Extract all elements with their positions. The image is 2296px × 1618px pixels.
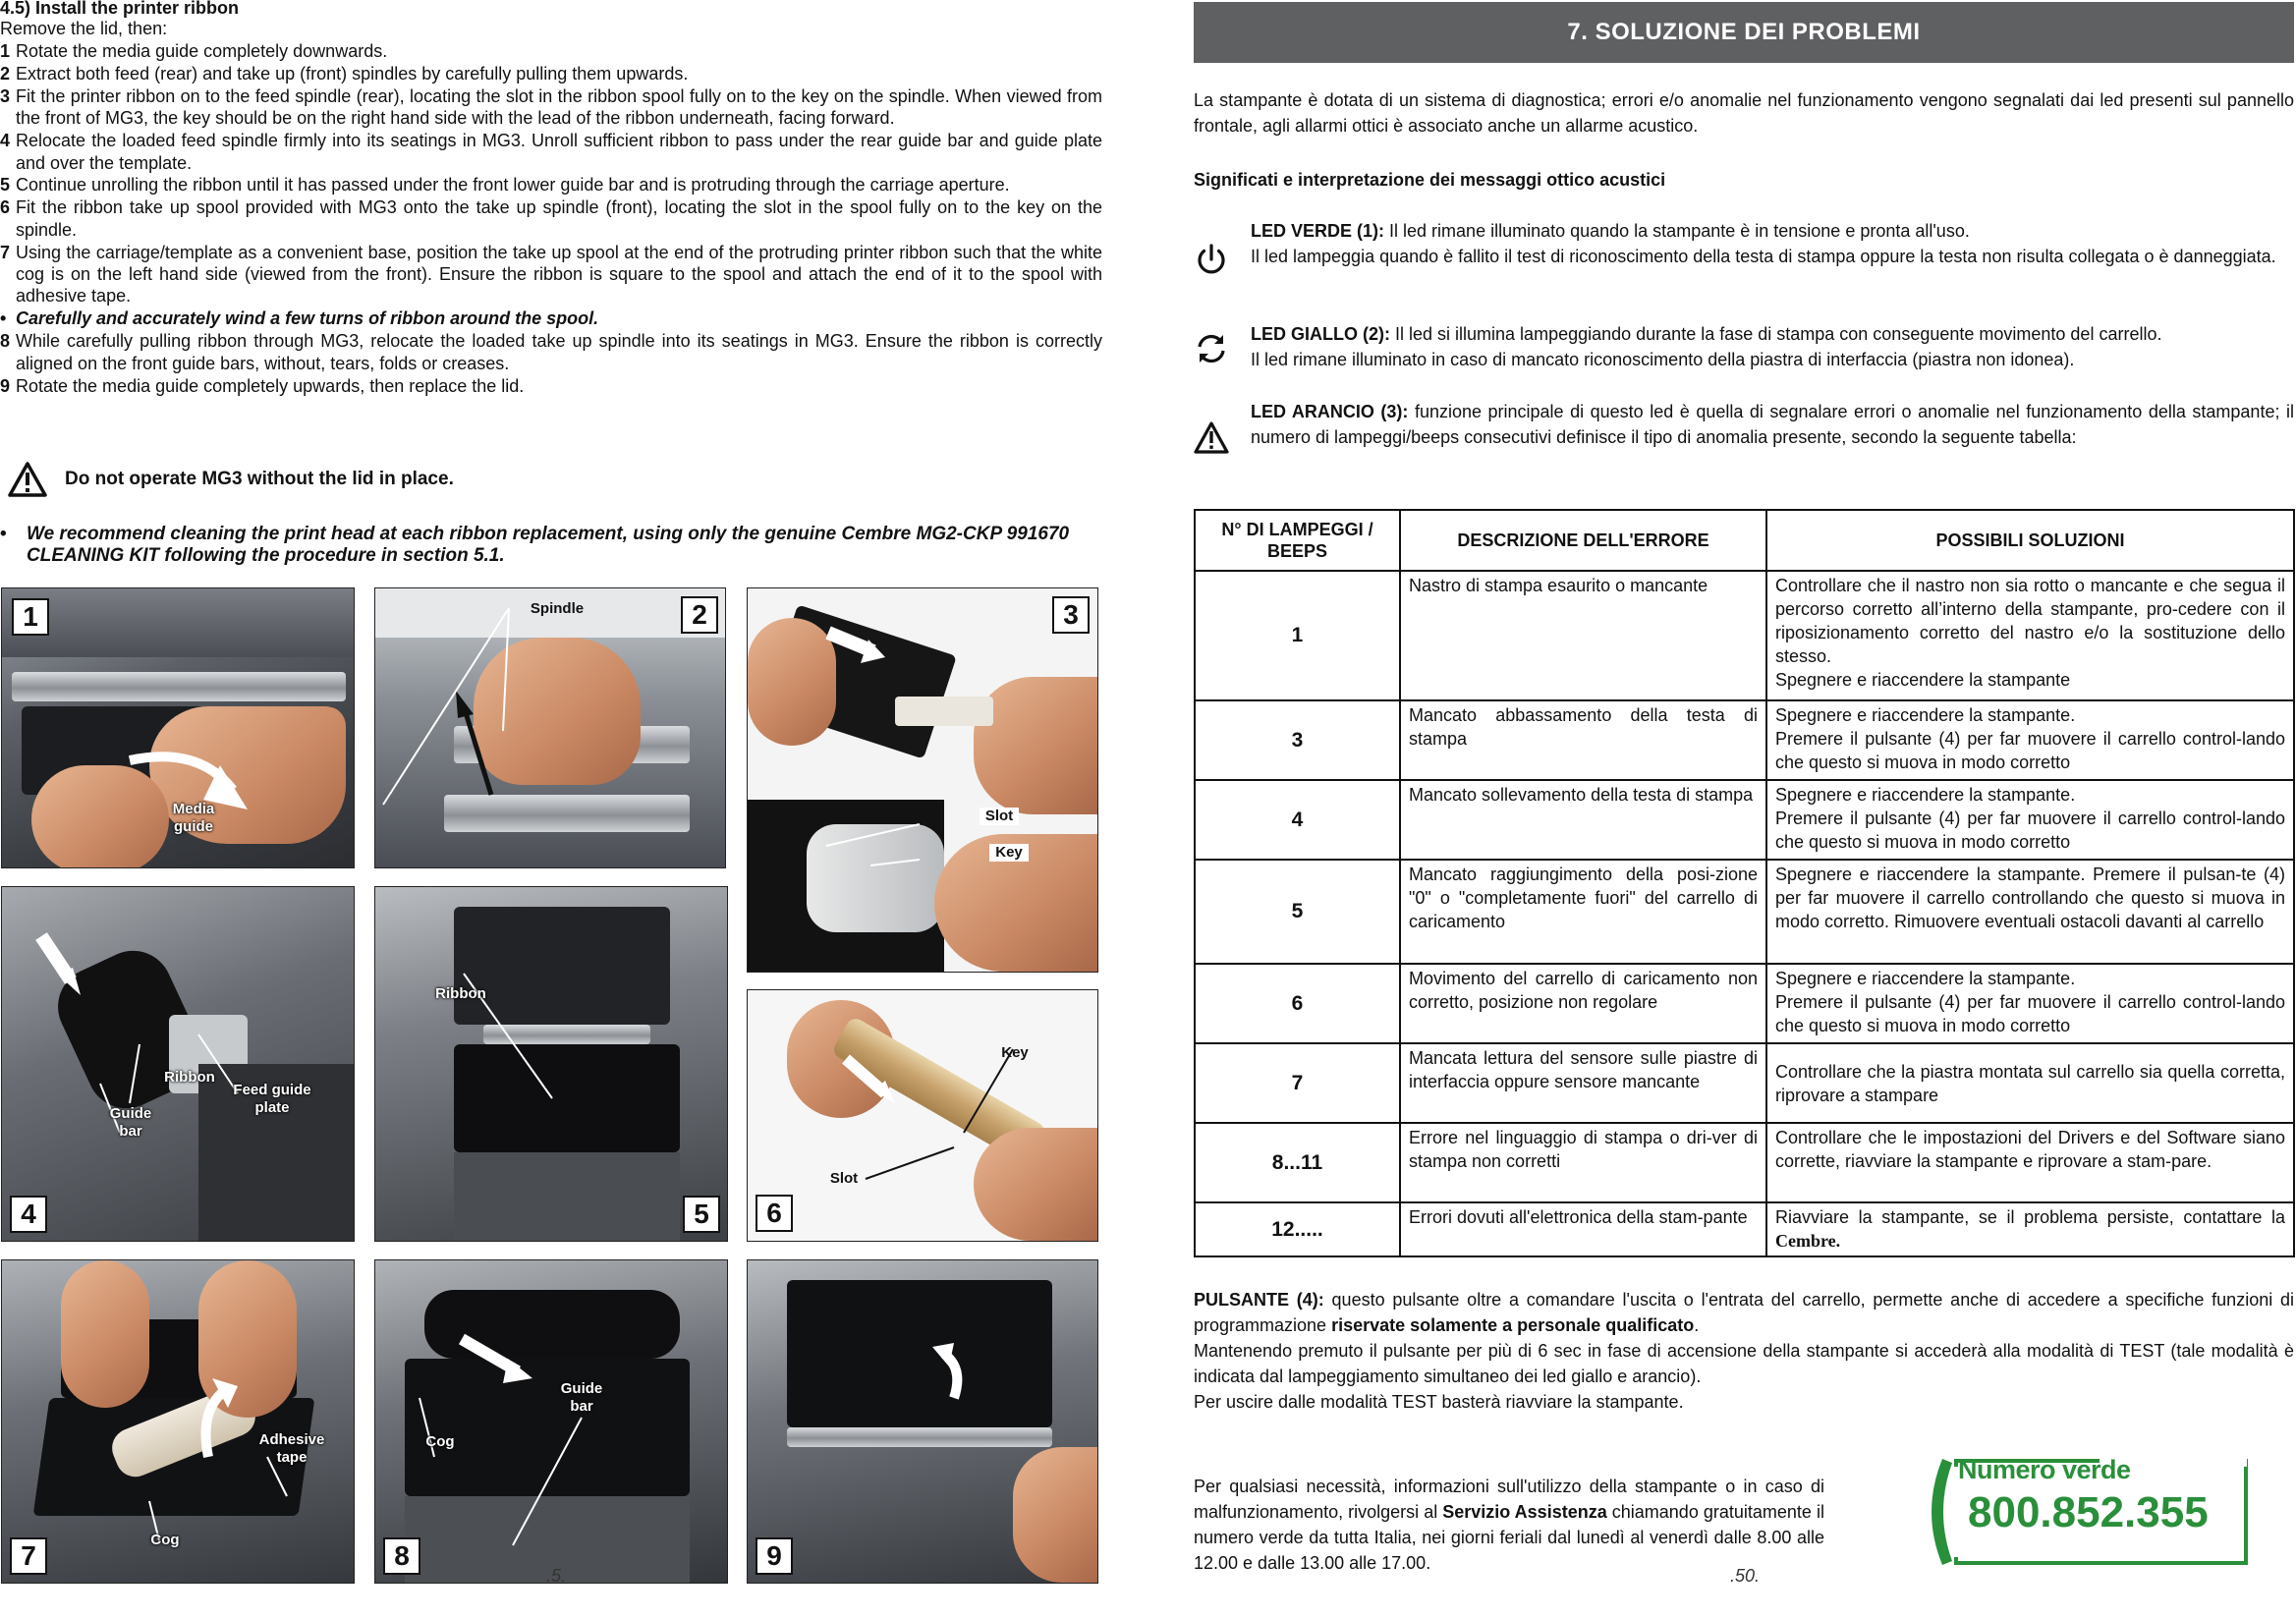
photo-number: 6: [756, 1195, 793, 1232]
step-item: 2 Extract both feed (rear) and take up (front) spindles by carefully pulling them upwards.: [0, 63, 689, 84]
photo-step-9: [747, 1259, 1098, 1584]
photo-number: 7: [10, 1537, 47, 1575]
page-number: .5.: [546, 1566, 567, 1586]
lid-warning: [8, 460, 454, 499]
toll-free-box: [1917, 1451, 2251, 1573]
step-item: 6 Fit the ribbon take up spool provided with MG3 onto the take up spindle (front), locating the slot in the spool fully on to the key on the spindle.: [0, 197, 1102, 240]
step-item: 7 Using the carriage/template as a convenient base, position the take up spool at the end of the protruding printer ribbon such that the white cog is on the left hand side (viewed from the front). Ensure the ribbon is square to the spool and attach the end of it to the spool with adhesive tape.: [0, 242, 1102, 307]
photo-label: Guide bar: [560, 1380, 603, 1415]
step-item: 3 Fit the printer ribbon on to the feed spindle (rear), locating the slot in the ribbon spool fully on to the key on the spindle. When viewed from the front of MG3, the key should be on the right hand side with the lead of the ribbon underneath, facing forward.: [0, 85, 1102, 129]
photo-label: Guide bar: [109, 1105, 152, 1140]
col-header: POSSIBILI SOLUZIONI: [1766, 510, 2294, 571]
table-row: 6 Movimento del carrello di caricamento non corretto, posizione non regolare Spegnere e riaccendere la stampante. Premere il pulsante (4) per far muovere il carrello control-lando che questo si muova in modo corretto: [1195, 964, 2294, 1043]
table-row: 1 Nastro di stampa esaurito o mancante Controllare che il nastro non sia rotto o mancante e che segua il percorso corretto all’interno della stampante, pro-cedere con il riposizionamento corretto del nastro e/o la sostituzione dello stesso. Spegnere e riaccendere la stampante: [1195, 571, 2294, 700]
support-info: Per qualsiasi necessità, informazioni sull'utilizzo della stampante o in caso di malfunzionamento, rivolgersi al Servizio Assistenza chiamando gratuitamente il numero verde da tutta Italia, nei giorni feriali dal lunedì al venerdì dalle 8.00 alle 12.00 e dalle 13.00 alle 17.00.: [1194, 1477, 1824, 1573]
table-row: 5 Mancato raggiungimento della posi-zione "0" o "completamente fuori" del carrello di caricamento Spegnere e riaccendere la stampante. Premere il pulsan-te (4) per far muovere il carrello controllando che questo si muova in modo corretto. Rimuovere eventuali ostacoli davanti al carrello: [1195, 860, 2294, 964]
photo-label: Slot: [829, 1170, 859, 1187]
photo-label: Key: [1001, 1044, 1029, 1061]
toll-free-label: Numero verde: [1958, 1455, 2131, 1484]
photo-step-1: [1, 587, 355, 868]
col-header: DESCRIZIONE DELL'ERRORE: [1400, 510, 1766, 571]
led-green-label: LED VERDE (1):: [1251, 221, 1385, 241]
cleaning-recommendation: • We recommend cleaning the print head at each ribbon replacement, using only the genuine Cembre MG2-CKP 991670 CLEANING KIT following the procedure in section 5.1.: [0, 524, 1070, 566]
table-header-row: [1195, 510, 2294, 571]
photo-label: Cog: [150, 1532, 180, 1548]
photo-label: Ribbon: [435, 985, 486, 1002]
photo-number: 5: [683, 1196, 720, 1233]
step-item: 9 Rotate the media guide completely upwards, then replace the lid.: [0, 375, 525, 396]
photo-label: Cog: [425, 1433, 455, 1450]
table-row: 8...11 Errore nel linguaggio di stampa o dri-ver di stampa non corretti Controllare che le impostazioni del Drivers e del Software siano corrette, riavviare la stampante e riprovare a stam-pare.: [1195, 1123, 2294, 1202]
photo-label: Ribbon: [164, 1069, 215, 1086]
photo-step-4: [1, 886, 355, 1242]
photo-label: Key: [989, 844, 1029, 862]
step-item: 8 While carefully pulling ribbon through MG3, relocate the loaded take up spindle into its seatings in MG3. Ensure the ribbon is correctly aligned on the front guide bars, without, tears, folds or creases.: [0, 331, 1102, 373]
section-intro: Remove the lid, then:: [0, 19, 168, 38]
led-orange-label: LED ARANCIO (3):: [1251, 402, 1409, 421]
photo-label: Slot: [980, 808, 1019, 825]
meanings-heading: Significati e interpretazione dei messaggi ottico acustici: [1194, 170, 1666, 190]
cycle-icon: [1194, 331, 1229, 366]
step-item: 1 Rotate the media guide completely downwards.: [0, 41, 388, 61]
table-row: 3 Mancato abbassamento della testa di stampa Spegnere e riaccendere la stampante. Premere il pulsante (4) per far muovere il carrello control-lando che questo si muova in modo corretto: [1195, 700, 2294, 780]
photo-label: Spindle: [530, 600, 585, 617]
button-description: PULSANTE (4): questo pulsante oltre a comandare l'uscita o l'entrata del carrello, permette anche di accedere a specifiche funzioni di programmazione riservate solamente a personale qualificato. Mantenendo premuto il pulsante per più di 6 sec in fase di accensione della stampante si accederà alla modalità di TEST (tale modalità è indicata dal lampeggiamento simultaneo dei led giallo e arancio). Per uscire dalle modalità TEST basterà riavviare la stampante.: [1194, 1290, 2294, 1412]
photo-step-5: [374, 886, 728, 1242]
diagnostics-intro: La stampante è dotata di un sistema di diagnostica; errori e/o anomalie nel funzionamento vengono segnalati dai led presenti sul pannello frontale, agli allarmi ottici è associato anche un allarme acustico.: [1194, 90, 2294, 136]
photo-step-6: [747, 989, 1098, 1242]
left-page: [0, 0, 1105, 1618]
toll-free-number[interactable]: 800.852.355: [1968, 1488, 2209, 1536]
warning-icon: [8, 462, 47, 497]
step-item-bullet: • Carefully and accurately wind a few turns of ribbon around the spool.: [0, 308, 599, 329]
right-page: 7. SOLUZIONE DEI PROBLEMI La stampante è dotata di un sistema di diagnostica; errori e/o anomalie nel funzionamento vengono segnalati dai led presenti sul pannello frontale, agli allarmi ottici è associato anche un allarme acustico. Significati e interpretazione dei messaggi ottico acustici LED VERDE (1): Il led rimane illuminato quando la stampante è in tensione e pronta all'uso. Il led lampeggia quando è fallito il test di riconoscimento della testa di stampa oppure la testa non risulta collegata o è danneggiata. LED GIALLO (2): Il led si illumina lampeggiando durante la fase di stampa con conseguente movimento del carrello. Il led rimane illuminato in caso di mancato riconoscimento della piastra di interfaccia (piastra non idonea). LED ARANCIO (3): funzione principale di questo led è quella di segnalare errori o anomalie nel funzionamento della stampante; il numero di lampeggi/beeps consecutivi definisce il tipo di anomalia presente, secondo la seguente tabella: N° DI LAMPEGGI / BEEPS DESCRIZIONE DELL'ERRORE POSSIBILI SOLUZIONI 1 Nastro di stampa esaurito o mancante Controllare che il nastro non sia rotto o mancante e che segua il percorso corretto all’interno della stampante, pro-cedere con il riposizionamento corretto del nastro e/o la sostituzione dello stesso. Spegnere e riaccendere la stampante 3 Mancato abbassamento della testa di stampa Spegnere e riaccendere la stampante. Premere il pulsante (4) per far muovere il carrello control-lando che questo si muova in modo corretto 4 Mancato sollevamento della testa di stampa Spegnere e riaccendere la stampante. Premere il pulsante (4) per far muovere il carrello control-lando che questo si muova in modo corretto 5 Mancato raggiungimento della posi-zione "0" o "completamente fuori" del carrello di caricamento Spegnere e riaccendere la stampante. Premere il pulsan-te (4) per far muovere il carrello controllando che questo si muova in modo corretto. Rimuovere eventuali ostacoli davanti al carrello 6 Movimento del carrello di caricamento non corretto, posizione non regolare Spegnere e riaccendere la stampante. Premere il pulsante (4) per far muovere il carrello control-lando che questo si muova in modo corretto 7 Mancata lettura del sensore sulle piastre di interfaccia oppure sensore mancante Controllare che la piastra montata sul carrello sia quella corretta, riprovare a stampare 8...11 Errore nel linguaggio di stampa o dri-ver di stampa non corretti Controllare che le impostazioni del Drivers e del Software siano corrette, riavviare la stampante e riprovare a stam-pare. 12..... Errori dovuti all'elettronica della stam-pante Riavviare la stampante, se il problema persiste, contattare la Cembre. PULSANTE (4): questo pulsante oltre a comandare l'uscita o l'entrata del carrello, permette anche di accedere a specifiche funzioni di programmazione riservate solamente a personale qualificato. Mantenendo premuto il pulsante per più di 6 sec in fase di accensione della stampante si accederà alla modalità di TEST (tale modalità è indicata dal lampeggiamento simultaneo dei led giallo e arancio). Per uscire dalle modalità TEST basterà riavviare la stampante. Per qualsiasi necessità, informazioni sull'utilizzo della stampante o in caso di malfunzionamento, rivolgersi al Servizio Assistenza chiamando gratuitamente il numero verde da tutta Italia, nei giorni feriali dal lunedì al venerdì dalle 8.00 alle 12.00 e dalle 13.00 alle 17.00. Numero verde 800.852.355 .50.: [1194, 0, 2294, 1618]
photo-number: 1: [12, 598, 49, 636]
photo-step-8: [374, 1259, 728, 1584]
page-number: .50.: [1730, 1566, 1761, 1586]
step-item: 4 Relocate the loaded feed spindle firmly into its seatings in MG3. Unroll sufficient ribbon to pass under the rear guide bar and guide plate and over the template.: [0, 131, 1102, 173]
led-yellow-label: LED GIALLO (2):: [1251, 324, 1390, 344]
photo-label: Adhesive tape: [258, 1431, 325, 1466]
photo-number: 8: [383, 1537, 420, 1575]
power-icon: [1194, 242, 1229, 277]
table-row: 4 Mancato sollevamento della testa di stampa Spegnere e riaccendere la stampante. Premere il pulsante (4) per far muovere il carrello control-lando che questo si muova in modo corretto: [1195, 780, 2294, 860]
photo-number: 4: [10, 1196, 47, 1233]
brand-name: Cembre.: [1775, 1231, 1841, 1251]
step-item: 5 Continue unrolling the ribbon until it has passed under the front lower guide bar and is protruding through the carriage aperture.: [0, 175, 1010, 195]
page-title: 7. SOLUZIONE DEI PROBLEMI: [1194, 2, 2294, 63]
install-steps: [0, 40, 1102, 398]
photo-step-7: [1, 1259, 355, 1584]
warning-icon: [1194, 420, 1229, 456]
table-row: 12..... Errori dovuti all'elettronica della stam-pante Riavviare la stampante, se il problema persiste, contattare la Cembre.: [1195, 1202, 2294, 1256]
photo-label: Feed guide plate: [233, 1082, 311, 1116]
table-row: 7 Mancata lettura del sensore sulle piastre di interfaccia oppure sensore mancante Controllare che la piastra montata sul carrello sia quella corretta, riprovare a stampare: [1195, 1043, 2294, 1123]
photo-step-2: [374, 587, 726, 868]
lid-warning-text: Do not operate MG3 without the lid in place.: [65, 469, 454, 489]
photo-label: Media guide: [172, 801, 215, 835]
photo-number: 2: [681, 596, 718, 634]
photo-number: 9: [756, 1537, 793, 1575]
section-title: 4.5) Install the printer ribbon: [0, 0, 240, 18]
col-header: N° DI LAMPEGGI / BEEPS: [1195, 510, 1400, 571]
photo-step-3: [747, 587, 1098, 973]
photo-number: 3: [1052, 596, 1090, 634]
error-table: [1194, 509, 2295, 1257]
